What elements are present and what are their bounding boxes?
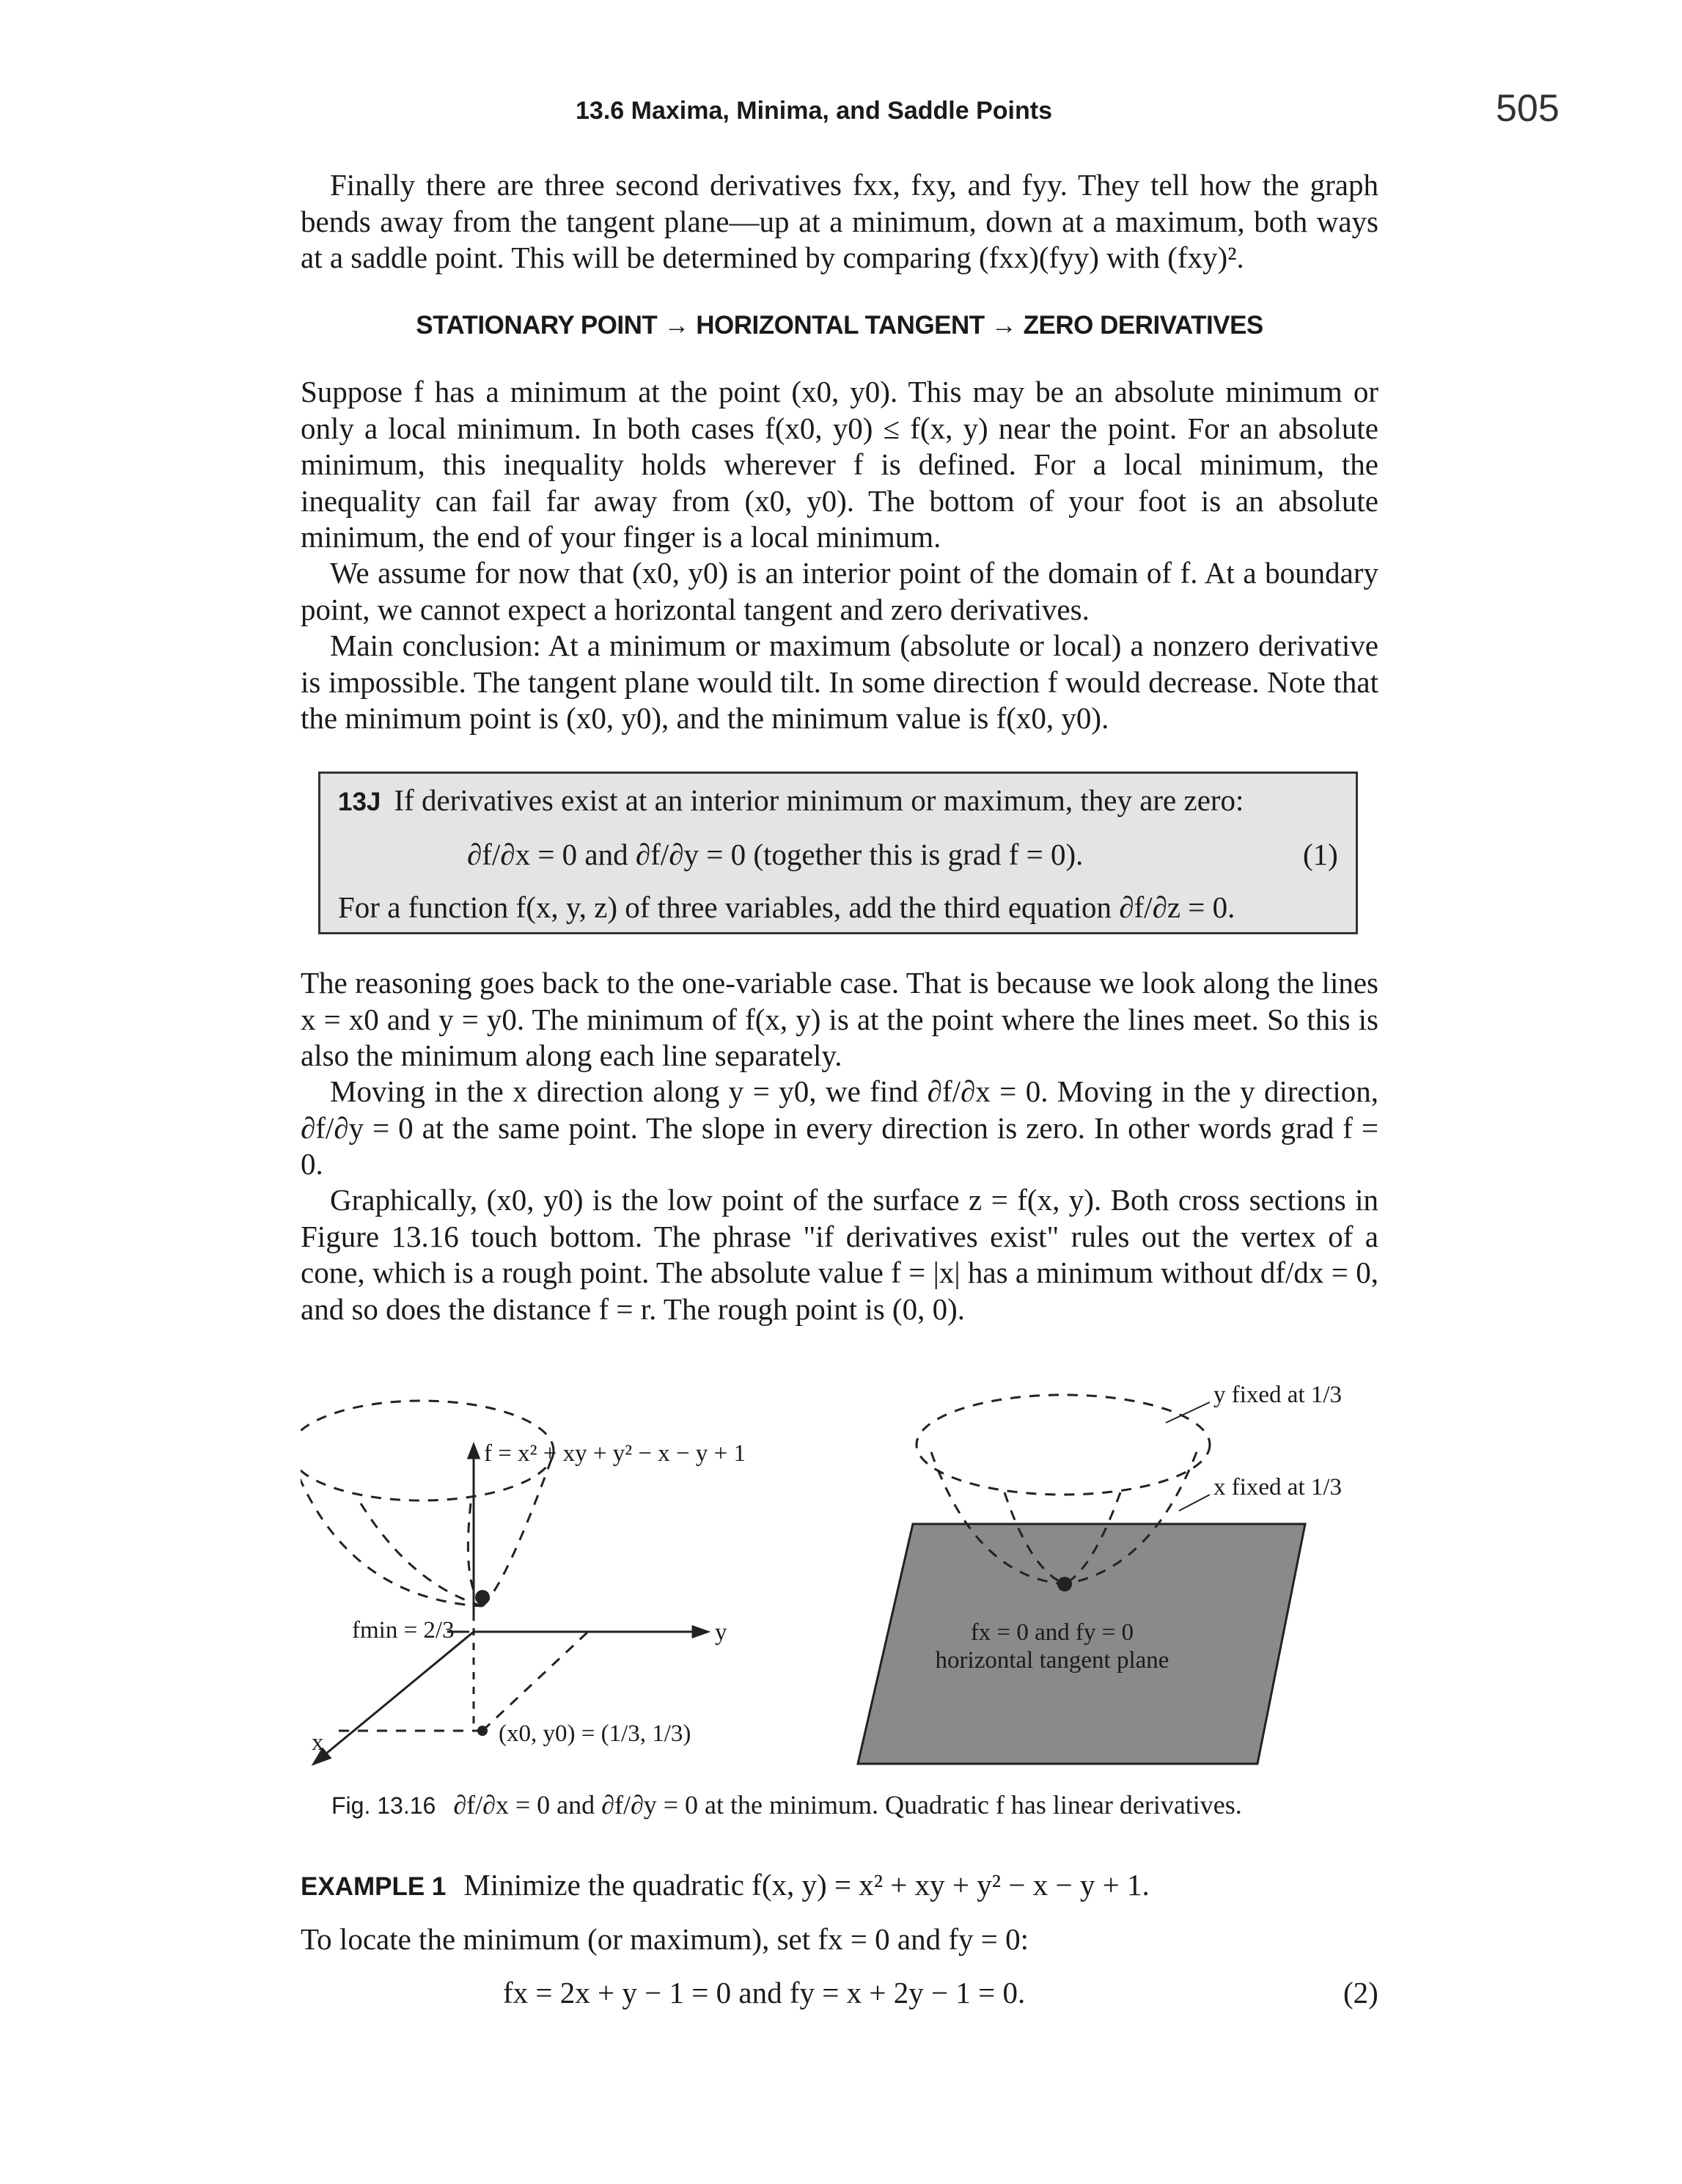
figure-13-16 [301, 1364, 1378, 1775]
theorem-eq-number: (1) [1303, 838, 1338, 871]
theorem-statement: If derivatives exist at an interior minimum or maximum, they are zero: [394, 783, 1244, 817]
example-locate-text: To locate the minimum (or maximum), set fx = 0 and fy = 0: [301, 1922, 1029, 1956]
bowl-inner-line-1 [361, 1503, 482, 1606]
plane-label-1: fx = 0 and fy = 0 [970, 1619, 1134, 1646]
paragraph-5: Moving in the x direction along y = y0, we find ∂f/∂x = 0. Moving in the y direction, ∂f/∂y = 0 at the same point. The slope in every direction is zero. In other words grad f = 0. [301, 1074, 1378, 1181]
theorem-line-3: For a function f(x, y, z) of three variables, add the third equation ∂f/∂z = 0. [338, 890, 1235, 924]
equation-2-number: (2) [1343, 1976, 1378, 2009]
theorem-equation: ∂f/∂x = 0 and ∂f/∂y = 0 (together this is grad f = 0). [467, 838, 1084, 871]
z-axis-arrow [469, 1445, 479, 1458]
example-1 [301, 1867, 1150, 1902]
paragraph-3: Main conclusion: At a minimum or maximum (absolute or local) a nonzero derivative is impossible. The tangent plane would tilt. In some direction f would decrease. Note that the minimum point is (x0, y0), and the minimum value is f(x0, y0). [301, 629, 1378, 735]
figure-drawing [301, 1364, 1378, 1775]
y-fixed-label: y fixed at 1/3 [1213, 1382, 1343, 1408]
fmin-label: fmin = 2/3 [352, 1617, 455, 1644]
theorem-line-1 [338, 783, 1244, 818]
y-projection [482, 1632, 588, 1731]
running-head [0, 87, 1682, 131]
paragraph-6: Graphically, (x0, y0) is the low point of the surface z = f(x, y). Both cross sections in Figure 13.16 touch bottom. The phrase "if derivatives exist" rules out the vertex of a cone, which is a rough point. The absolute value f = |x| has a minimum without df/dx = 0, and so does the distance f = r. The rough point is (0, 0). [301, 1183, 1378, 1326]
paragraph-4: The reasoning goes back to the one-variable case. That is because we look along the lines x = x0 and y = y0. The minimum of f(x, y) is at the point where the lines meet. So this is also the minimum along each line separately. [301, 966, 1378, 1072]
figure-caption [331, 1789, 1242, 1820]
theorem-box [318, 772, 1358, 934]
x-fixed-pointer [1179, 1495, 1210, 1511]
equation-2: fx = 2x + y − 1 = 0 and fy = x + 2y − 1 = 0. [503, 1976, 1026, 2009]
caption-text: ∂f/∂x = 0 and ∂f/∂y = 0 at the minimum. Quadratic f has linear derivatives. [453, 1790, 1242, 1820]
left-axes [314, 1445, 708, 1764]
example-tag: EXAMPLE 1 [301, 1872, 447, 1901]
base-point-dot [477, 1726, 488, 1736]
bowl-left-side [301, 1459, 482, 1606]
minimum-point-dot [475, 1590, 490, 1605]
y-axis-arrow [693, 1627, 708, 1637]
x-axis [323, 1632, 474, 1756]
x-fixed-label: x fixed at 1/3 [1213, 1474, 1343, 1500]
x-axis-label: x [312, 1729, 324, 1756]
left-bowl [301, 1401, 554, 1606]
bowl-right-side [482, 1459, 551, 1606]
section-title: 13.6 Maxima, Minima, and Saddle Points [576, 97, 1052, 125]
right-bowl-ellipse [917, 1395, 1210, 1495]
paragraph-1: Suppose f has a minimum at the point (x0, y0). This may be an absolute minimum or only a local minimum. In both cases f(x0, y0) ≤ f(x, y) near the point. For an absolute minimum, this inequality holds wherever f is defined. For a local minimum, the inequality can fail far away from (x0, y0). The bottom of your foot is an absolute minimum, the end of your finger is a local minimum. [301, 375, 1378, 554]
plane-label-2: horizontal tangent plane [935, 1647, 1169, 1674]
function-label: f = x² + xy + y² − x − y + 1 [484, 1440, 746, 1467]
paragraph-2: We assume for now that (x0, y0) is an interior point of the domain of f. At a boundary point, we cannot expect a horizontal tangent and zero derivatives. [301, 556, 1378, 626]
rule-heading: STATIONARY POINT → HORIZONTAL TANGENT → ZERO DERIVATIVES [416, 311, 1263, 340]
intro-paragraph: Finally there are three second derivatives fxx, fxy, and fyy. They tell how the graph bends away from the tangent plane—up at a minimum, down at a maximum, both ways at a saddle point. This will be determined by comparing (fxx)(fyy) with (fxy)². [301, 168, 1378, 274]
theorem-tag: 13J [338, 788, 381, 816]
point-label: (x0, y0) = (1/3, 1/3) [499, 1721, 691, 1747]
y-axis-label: y [715, 1619, 727, 1646]
caption-tag: Fig. 13.16 [331, 1792, 436, 1819]
page-number: 505 [1496, 87, 1560, 130]
right-minimum-dot [1057, 1577, 1072, 1591]
example-text: Minimize the quadratic f(x, y) = x² + xy + y² − x − y + 1. [463, 1868, 1150, 1902]
